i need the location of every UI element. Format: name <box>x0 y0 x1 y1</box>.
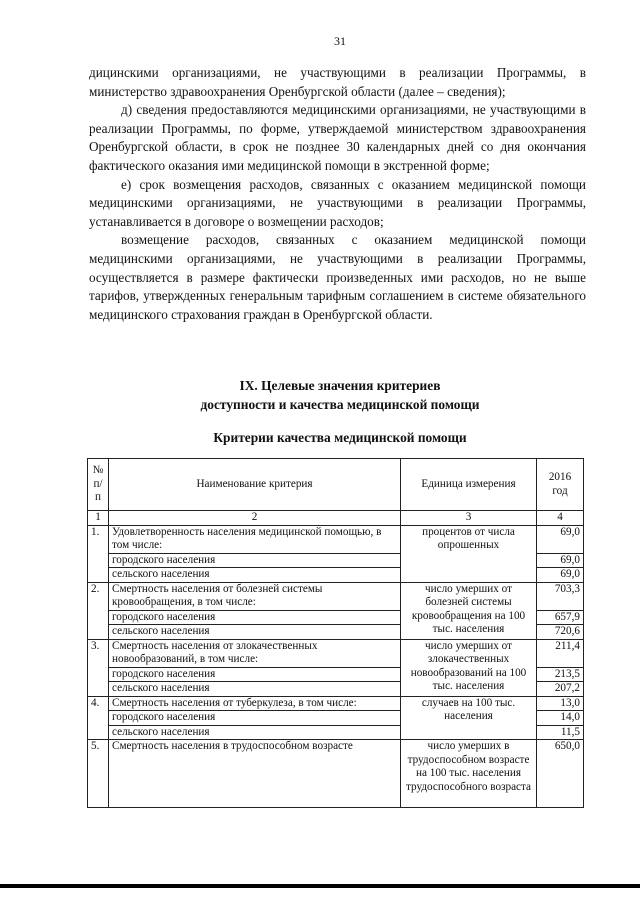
table-title: Критерии качества медицинской помощи <box>213 430 467 445</box>
criterion-name: Удовлетворенность населения медицинской помощью, в том числе: <box>109 525 401 553</box>
section-title-line-1: IX. Целевые значения критериев <box>239 378 441 393</box>
criterion-name: Смертность населения от туберкулеза, в том числе: <box>109 696 401 711</box>
sub-criterion-name: сельского населения <box>109 625 401 640</box>
criterion-unit: число умерших от злокачественных новообразований на 100 тыс. населения <box>401 639 537 696</box>
criterion-unit: число умерших от болезней системы кровообращения на 100 тыс. населения <box>401 582 537 639</box>
sub-criterion-name: городского населения <box>109 553 401 568</box>
criterion-value: 69,0 <box>537 525 584 553</box>
header-num: № п/п <box>88 459 109 511</box>
sub-criterion-name: сельского населения <box>109 725 401 740</box>
paragraph-4: возмещение расходов, связанных с оказанием медицинской помощи медицинскими организациями, не участвующими в реализации Программы, осуществляется в размере фактически произведенных ими расходов, но не выше тарифов, утвержденных генеральным тарифным соглашением в системе обязательного медицинского страхования граждан в Оренбургской области. <box>89 232 586 322</box>
header-name: Наименование критерия <box>109 459 401 511</box>
criterion-name: Смертность населения от злокачественных новообразований, в том числе: <box>109 639 401 667</box>
col-number: 4 <box>537 511 584 526</box>
sub-criterion-value: 69,0 <box>537 553 584 568</box>
row-num: 1. <box>88 525 109 582</box>
sub-criterion-name: городского населения <box>109 667 401 682</box>
paragraph-3: е) срок возмещения расходов, связанных с оказанием медицинской помощи медицинскими организациями, не участвующими в реализации Программы, устанавливается в договоре о возмещении расходов; <box>89 176 586 229</box>
sub-criterion-value: 207,2 <box>537 682 584 697</box>
col-number: 2 <box>109 511 401 526</box>
table-header-row <box>88 459 584 511</box>
criterion-value: 703,3 <box>537 582 584 610</box>
criterion-name: Смертность населения в трудоспособном возрасте <box>109 740 401 808</box>
body-text <box>89 64 586 324</box>
criterion-name: Смертность населения от болезней системы кровообращения, в том числе: <box>109 582 401 610</box>
criterion-unit: число умерших в трудоспособном возрасте на 100 тыс. населения трудоспособного возраста <box>401 740 537 808</box>
criterion-unit: процентов от числа опрошенных <box>401 525 537 582</box>
sub-criterion-value: 720,6 <box>537 625 584 640</box>
header-year: 2016 год <box>537 459 584 511</box>
row-num: 3. <box>88 639 109 696</box>
header-unit: Единица измерения <box>401 459 537 511</box>
table-row <box>88 525 584 553</box>
table-row <box>88 582 584 610</box>
sub-criterion-name: городского населения <box>109 610 401 625</box>
row-num: 2. <box>88 582 109 639</box>
table-row <box>88 696 584 711</box>
sub-criterion-name: городского населения <box>109 711 401 726</box>
sub-criterion-value: 11,5 <box>537 725 584 740</box>
section-title-line-2: доступности и качества медицинской помощи <box>200 397 480 412</box>
sub-criterion-value: 14,0 <box>537 711 584 726</box>
col-number: 3 <box>401 511 537 526</box>
sub-criterion-value: 213,5 <box>537 667 584 682</box>
criterion-value: 13,0 <box>537 696 584 711</box>
paragraph-1: дицинскими организациями, не участвующими в реализации Программы, в министерство здравоохранения Оренбургской области (далее – сведения); <box>89 65 586 99</box>
page-number: 31 <box>334 34 346 48</box>
sub-criterion-name: сельского населения <box>109 682 401 697</box>
paragraph-2: д) сведения предоставляются медицинскими организациями, не участвующими в реализации Программы, по форме, утверждаемой министерством здравоохранения Оренбургской области, в срок не позднее 30 календарных дней со дня окончания фактического оказания ими медицинской помощи в экстренной форме; <box>89 102 586 173</box>
criteria-table <box>87 458 584 808</box>
table-row <box>88 639 584 667</box>
criterion-value: 650,0 <box>537 740 584 808</box>
sub-criterion-name: сельского населения <box>109 568 401 583</box>
criterion-unit: случаев на 100 тыс. населения <box>401 696 537 740</box>
row-num: 4. <box>88 696 109 740</box>
table-row <box>88 740 584 808</box>
col-number: 1 <box>88 511 109 526</box>
sub-criterion-value: 69,0 <box>537 568 584 583</box>
column-number-row <box>88 511 584 526</box>
bottom-border-bar <box>0 884 640 888</box>
section-title <box>0 376 640 414</box>
sub-criterion-value: 657,9 <box>537 610 584 625</box>
criterion-value: 211,4 <box>537 639 584 667</box>
row-num: 5. <box>88 740 109 808</box>
